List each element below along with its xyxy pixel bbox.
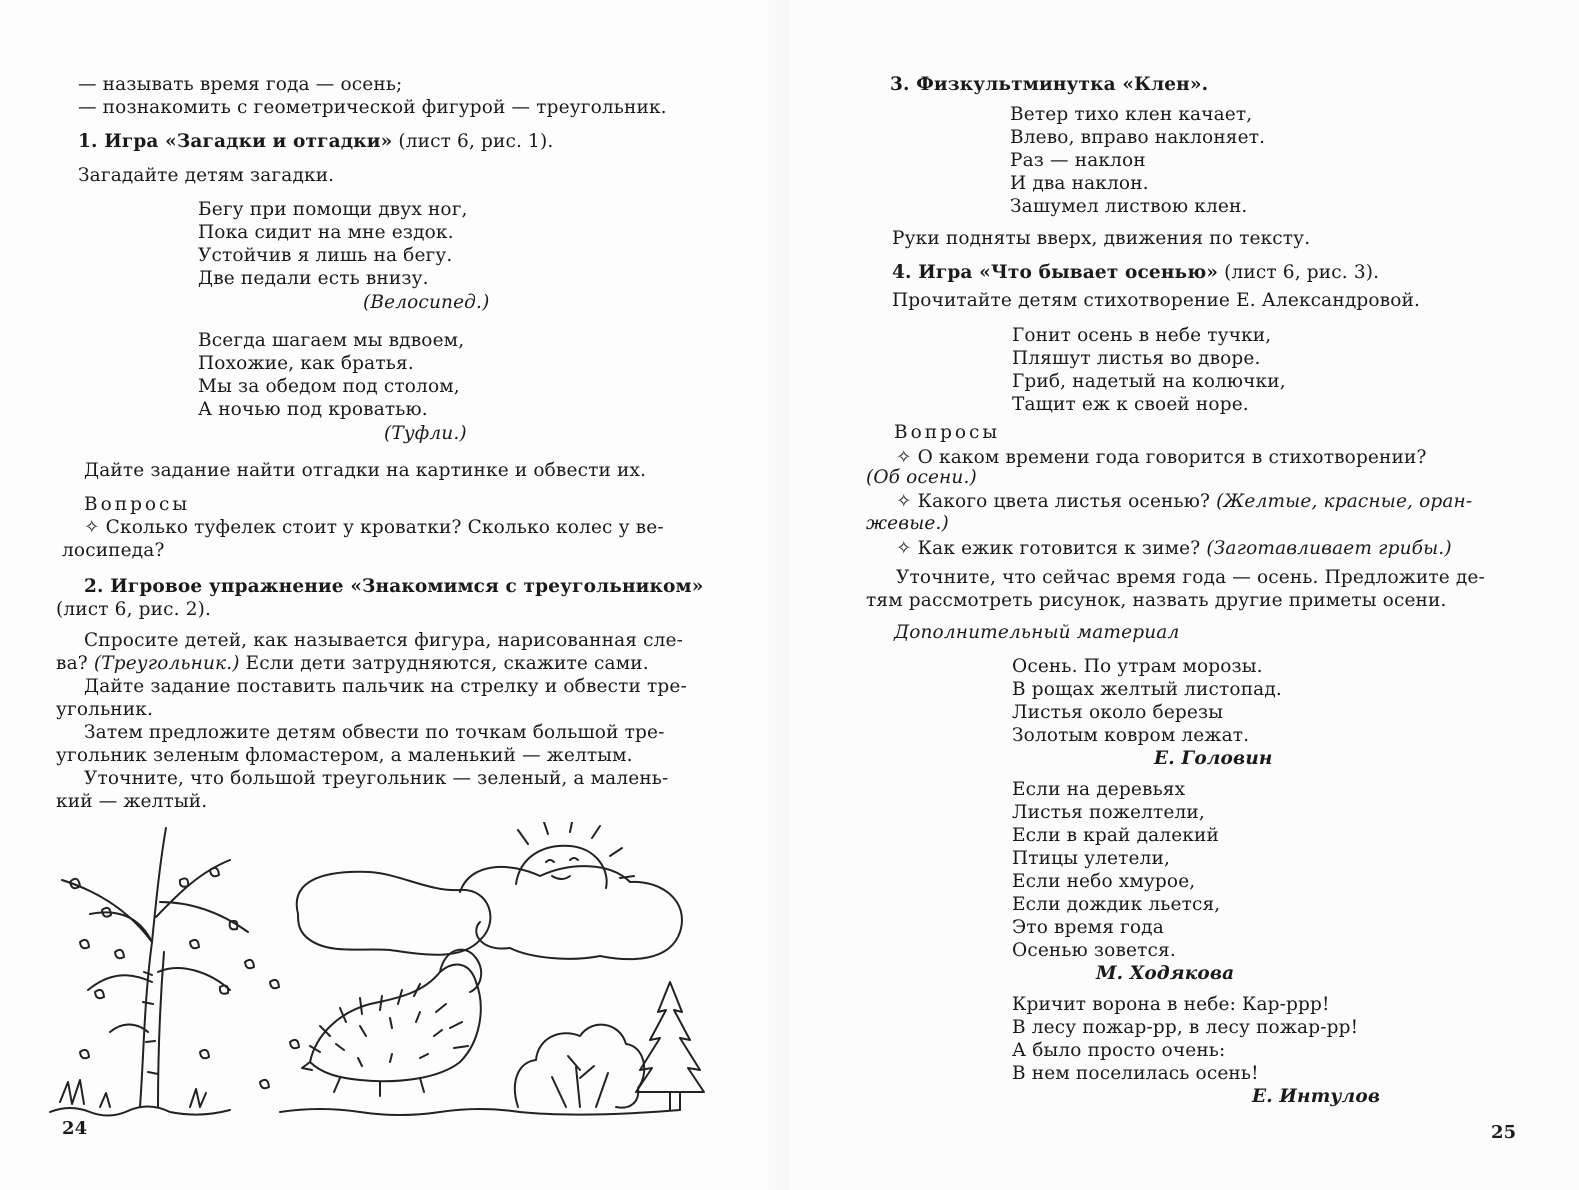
poem-line: Листья пожелтели,	[1012, 802, 1205, 823]
poem-author: Е. Интулов	[1252, 1086, 1381, 1107]
poem-line: Бегу при помощи двух ног,	[198, 199, 468, 220]
text-line: угольник зеленым фломастером, а маленький — желтым.	[56, 745, 633, 766]
text-line-mixed	[56, 653, 649, 675]
poem-line: Пока сидит на мне ездок.	[198, 222, 454, 243]
poem-line: А было просто очень:	[1012, 1040, 1226, 1061]
poem-line: Тащит еж к своей норе.	[1012, 394, 1249, 415]
poem-line: А ночью под кроватью.	[198, 399, 428, 420]
text-line: — называть время года — осень;	[78, 74, 403, 95]
poem-line: Кричит ворона в небе: Кар-ррр!	[1012, 994, 1330, 1015]
questions-heading: Вопросы	[894, 422, 1001, 443]
poem-line: Золотым ковром лежат.	[1012, 725, 1250, 746]
text-line: Загадайте детям загадки.	[78, 165, 335, 186]
poem-line: Мы за обедом под столом,	[198, 376, 460, 397]
additional-material-heading: Дополнительный материал	[894, 622, 1180, 643]
q2-prefix: ✧ Какого цвета листья осенью?	[896, 491, 1211, 512]
text-line: кий — желтый.	[56, 791, 208, 812]
poem-line: Если небо хмурое,	[1012, 871, 1196, 892]
poem-author: М. Ходякова	[1096, 963, 1235, 984]
riddle-answer: (Туфли.)	[384, 423, 467, 444]
va-rest: Если дети затрудняются, скажите сами.	[245, 653, 649, 674]
question-line: лосипеда?	[62, 540, 165, 561]
poem-line: Гриб, надетый на колючки,	[1012, 371, 1286, 392]
text-line: Затем предложите детям обвести по точкам большой тре-	[84, 722, 665, 743]
game1-heading	[78, 131, 553, 153]
question-line	[896, 538, 1452, 560]
game3-title: 3. Физкультминутка «Клен».	[890, 74, 1209, 95]
autumn-forest-hedgehog-icon	[40, 822, 720, 1122]
game4-heading	[892, 262, 1379, 284]
game4-title: 4. Игра «Что бывает осенью»	[892, 262, 1219, 283]
poem-line: Если в край далекий	[1012, 825, 1219, 846]
poem-line: Осень. По утрам морозы.	[1012, 656, 1263, 677]
text-line: Дайте задание найти отгадки на картинке и обвести их.	[84, 460, 647, 481]
text-line: Уточните, что большой треугольник — зеленый, а малень-	[84, 768, 669, 789]
text-line: Дайте задание поставить пальчик на стрелку и обвести тре-	[84, 676, 687, 697]
poem-line: Зашумел листвою клен.	[1010, 196, 1248, 217]
poem-line: Осенью зовется.	[1012, 940, 1176, 961]
game4-ref: (лист 6, рис. 3).	[1224, 262, 1380, 283]
text-line: тям рассмотреть рисунок, назвать другие приметы осени.	[866, 590, 1447, 611]
poem-line: В лесу пожар-рр, в лесу пожар-рр!	[1012, 1017, 1359, 1038]
question-line: ✧ О каком времени года говорится в стихотворении?	[896, 447, 1427, 468]
poem-line: Устойчив я лишь на бегу.	[198, 245, 453, 266]
game1-title: 1. Игра «Загадки и отгадки»	[78, 131, 393, 152]
text-line: Спросите детей, как называется фигура, нарисованная сле-	[84, 630, 684, 651]
game2-title: 2. Игровое упражнение «Знакомимся с треугольником»	[84, 576, 704, 597]
question-answer: жевые.)	[866, 513, 949, 534]
q3-prefix: ✧ Как ежик готовится к зиме?	[896, 538, 1201, 559]
poem-line: В нем поселилась осень!	[1012, 1063, 1259, 1084]
right-page	[790, 0, 1579, 1190]
poem-line: В рощах желтый листопад.	[1012, 679, 1282, 700]
page-number: 24	[62, 1118, 88, 1139]
question-answer: (Об осени.)	[866, 467, 977, 488]
poem-line: Раз — наклон	[1010, 150, 1146, 171]
text-line: Уточните, что сейчас время года — осень. Предложите де-	[896, 567, 1485, 588]
text-line: угольник.	[56, 699, 153, 720]
poem-line: Похожие, как братья.	[198, 353, 414, 374]
q2-answer: (Желтые, красные, оран-	[1216, 491, 1473, 512]
question-line: ✧ Сколько туфелек стоит у кроватки? Сколько колес у ве-	[84, 517, 664, 538]
va-answer: (Треугольник.)	[93, 653, 240, 674]
poem-line: Две педали есть внизу.	[198, 268, 429, 289]
text-line: — познакомить с геометрической фигурой — треугольник.	[78, 97, 667, 118]
va-prefix: ва?	[56, 653, 88, 674]
riddle-answer: (Велосипед.)	[363, 292, 490, 313]
page-number: 25	[1491, 1122, 1517, 1143]
poem-line: Если на деревьях	[1012, 779, 1186, 800]
poem-line: И два наклон.	[1010, 173, 1149, 194]
text-line: Прочитайте детям стихотворение Е. Александровой.	[892, 290, 1421, 311]
game2-ref: (лист 6, рис. 2).	[56, 599, 212, 620]
poem-line: Это время года	[1012, 917, 1164, 938]
poem-line: Всегда шагаем мы вдвоем,	[198, 330, 465, 351]
poem-line: Птицы улетели,	[1012, 848, 1171, 869]
question-line	[896, 491, 1472, 513]
poem-line: Если дождик льется,	[1012, 894, 1221, 915]
poem-line: Листья около березы	[1012, 702, 1224, 723]
q3-answer: (Заготавливает грибы.)	[1206, 538, 1452, 559]
questions-heading: Вопросы	[84, 494, 191, 515]
game1-ref: (лист 6, рис. 1).	[398, 131, 554, 152]
poem-line: Ветер тихо клен качает,	[1010, 104, 1253, 125]
poem-author: Е. Головин	[1154, 748, 1273, 769]
poem-line: Гонит осень в небе тучки,	[1012, 325, 1272, 346]
poem-line: Пляшут листья во дворе.	[1012, 348, 1261, 369]
text-line: Руки подняты вверх, движения по тексту.	[892, 228, 1311, 249]
poem-line: Влево, вправо наклоняет.	[1010, 127, 1266, 148]
